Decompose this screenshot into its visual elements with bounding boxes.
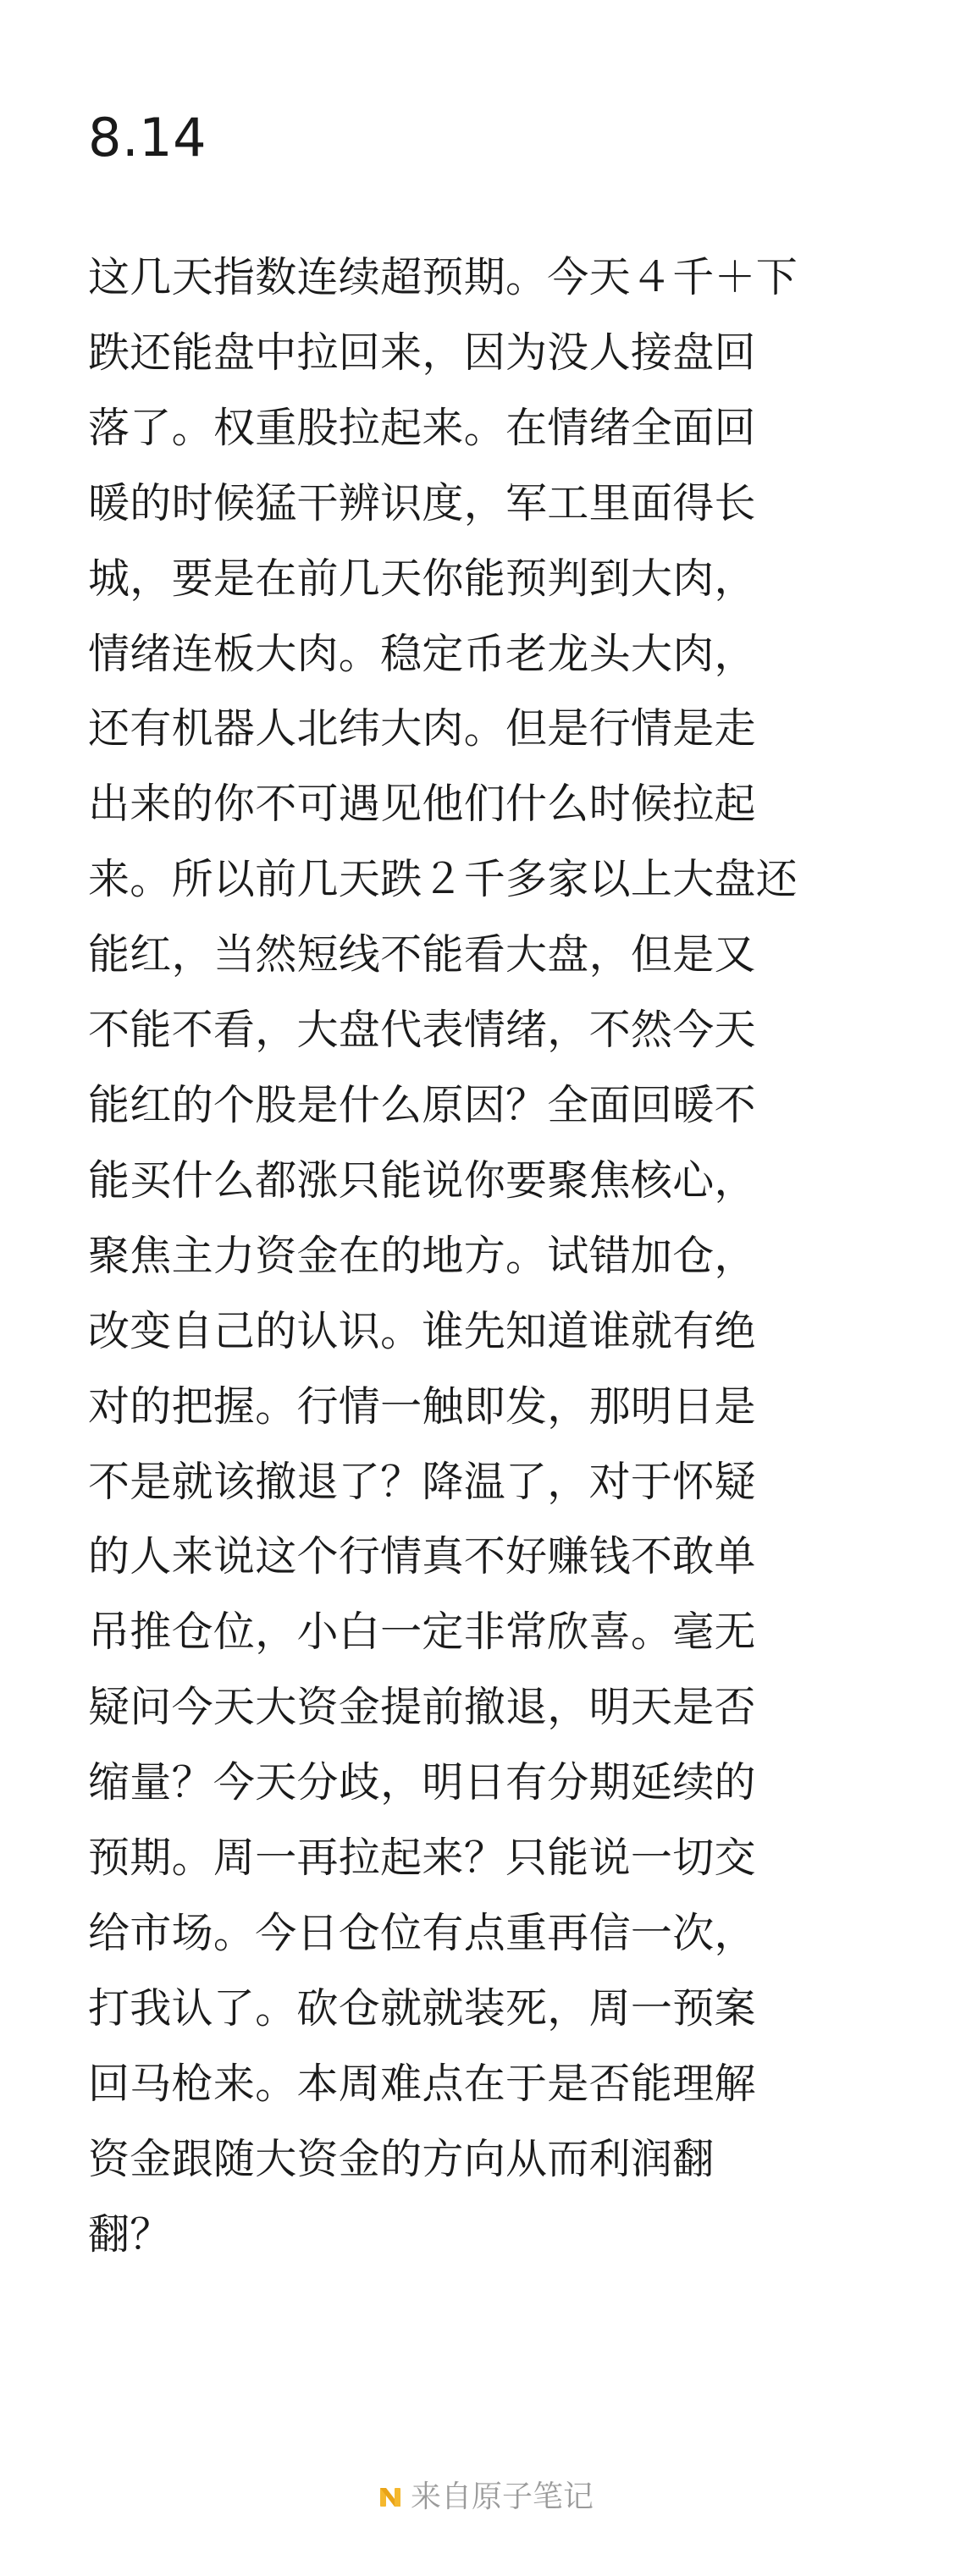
note-line: 不能不看，大盘代表情绪，不然今天: [88, 1006, 756, 1055]
logo-bar-right: [395, 2488, 400, 2507]
note-line: 对的把握。行情一触即发，那明日是: [88, 1382, 756, 1431]
note-line: 疑问今天大资金提前撤退，明天是否: [88, 1683, 756, 1732]
note-line: 预期。周一再拉起来？只能说一切交: [88, 1834, 756, 1883]
note-line: 改变自己的认识。谁先知道谁就有绝: [88, 1306, 756, 1355]
note-line: 给市场。今日仓位有点重再信一次，: [88, 1908, 756, 1957]
n-logo-icon: [378, 2485, 402, 2509]
note-content: [88, 100, 901, 2272]
note-line: 这几天指数连续超预期。今天４千＋下: [88, 253, 798, 301]
note-line: 能买什么都涨只能说你要聚焦核心，: [88, 1156, 756, 1205]
note-title: 8.14: [88, 107, 207, 168]
note-line: 出来的你不可遇见他们什么时候拉起: [88, 780, 756, 829]
note-line: 吊推仓位，小白一定非常欣喜。毫无: [88, 1608, 756, 1657]
note-line: 不是就该撤退了？降温了，对于怀疑: [88, 1457, 756, 1506]
note-line: 情绪连板大肉。稳定币老龙头大肉，: [88, 629, 756, 678]
note-line: 能红，当然短线不能看大盘，但是又: [88, 930, 756, 979]
note-line: 资金跟随大资金的方向从而利润翻: [88, 2134, 715, 2183]
note-line: 城，要是在前几天你能预判到大肉，: [88, 554, 756, 603]
note-line: 落了。权重股拉起来。在情绪全面回: [88, 403, 756, 452]
app-footer: [0, 2479, 972, 2516]
note-line: 还有机器人北纬大肉。但是行情是走: [88, 704, 756, 753]
note-line: 来。所以前几天跌２千多家以上大盘还: [88, 855, 798, 904]
note-line: 的人来说这个行情真不好赚钱不敢单: [88, 1532, 756, 1581]
note-line: 聚焦主力资金在的地方。试错加仓，: [88, 1231, 756, 1280]
note-body: [88, 240, 901, 2272]
note-line: 跌还能盘中拉回来，因为没人接盘回: [88, 328, 756, 377]
note-line: 能红的个股是什么原因？全面回暖不: [88, 1080, 756, 1129]
footer-source-text: 来自原子笔记: [410, 2479, 594, 2514]
note-line: 翻？: [88, 2209, 172, 2259]
note-line: 暖的时候猛干辨识度，军工里面得长: [88, 478, 756, 527]
note-line: 缩量？今天分歧，明日有分期延续的: [88, 1758, 756, 1807]
note-line: 回马枪来。本周难点在于是否能理解: [88, 2059, 756, 2108]
note-line: 打我认了。砍仓就就装死，周一预案: [88, 1983, 756, 2033]
